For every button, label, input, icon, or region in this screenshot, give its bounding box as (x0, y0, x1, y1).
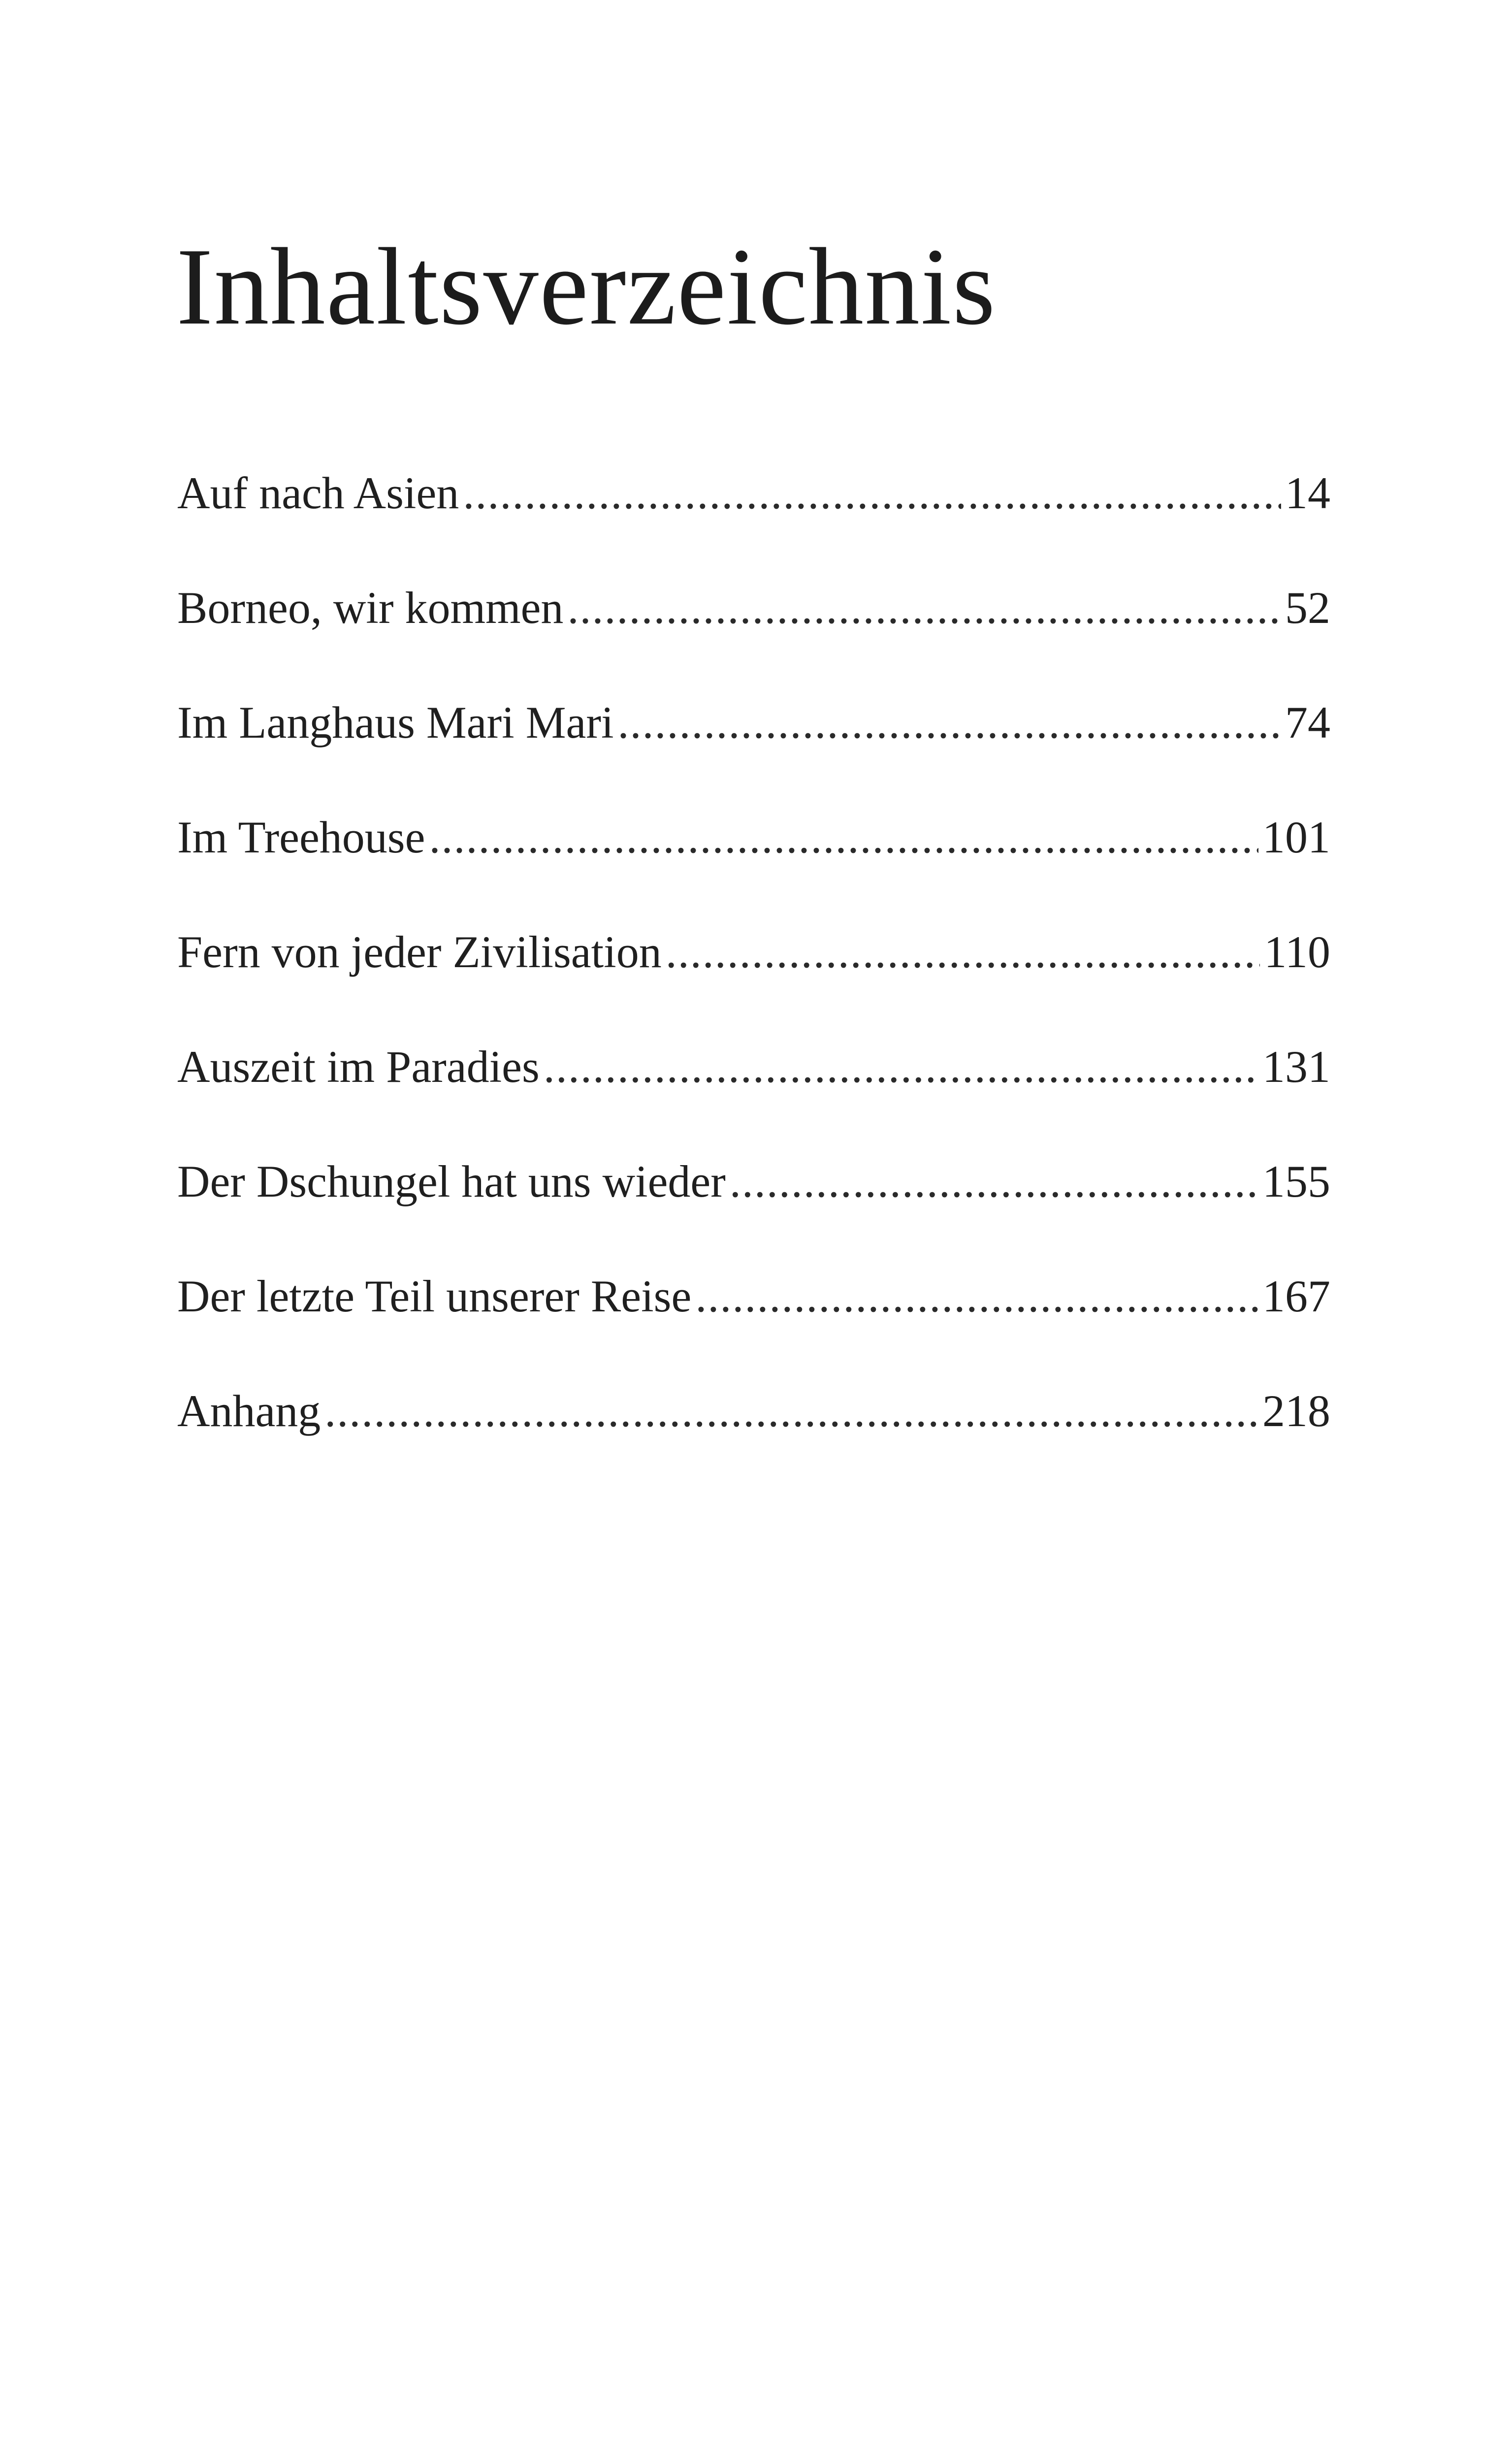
dot-leader (618, 700, 1281, 745)
toc-entry-title: Borneo, wir kommen (177, 583, 564, 633)
toc-entry[interactable] (177, 814, 1330, 929)
dot-leader (567, 585, 1281, 630)
toc-entry-page: 74 (1285, 697, 1330, 748)
dot-leader (730, 1159, 1258, 1204)
toc-entry-page: 131 (1262, 1042, 1330, 1092)
toc-entry[interactable] (177, 585, 1330, 700)
toc-entry-page: 14 (1285, 468, 1330, 518)
toc-entry[interactable] (177, 697, 1330, 814)
toc-entry[interactable] (177, 1273, 1330, 1388)
toc-entry[interactable] (177, 1156, 1330, 1273)
toc-entry-page: 110 (1264, 927, 1330, 977)
dot-leader (429, 814, 1258, 860)
toc-entry[interactable] (177, 470, 1330, 585)
toc-entry-title: Auszeit im Paradies (177, 1042, 540, 1092)
toc-entry-title: Im Treehouse (177, 812, 425, 862)
toc-entry-page: 218 (1262, 1386, 1330, 1436)
toc-entry[interactable] (177, 1388, 1330, 1503)
toc-entry-title: Anhang (177, 1386, 321, 1436)
toc-entry[interactable] (177, 929, 1330, 1044)
dot-leader (666, 929, 1260, 975)
dot-leader (695, 1273, 1258, 1319)
dot-leader (463, 470, 1281, 516)
toc-entry-page: 101 (1262, 812, 1330, 862)
page-title: Inhaltsverzeichnis (176, 226, 997, 348)
dot-leader (544, 1044, 1258, 1089)
table-of-contents (177, 470, 1330, 1503)
dot-leader (324, 1388, 1258, 1433)
toc-entry-title: Im Langhaus Mari Mari (177, 697, 614, 748)
toc-entry[interactable] (177, 1044, 1330, 1159)
toc-entry-page: 167 (1262, 1271, 1330, 1321)
toc-entry-page: 52 (1285, 583, 1330, 633)
toc-entry-title: Auf nach Asien (177, 468, 459, 518)
toc-entry-title: Fern von jeder Zivilisation (177, 927, 662, 977)
toc-entry-title: Der letzte Teil unserer Reise (177, 1271, 692, 1321)
toc-entry-title: Der Dschungel hat uns wieder (177, 1156, 726, 1206)
toc-entry-page: 155 (1262, 1156, 1330, 1206)
